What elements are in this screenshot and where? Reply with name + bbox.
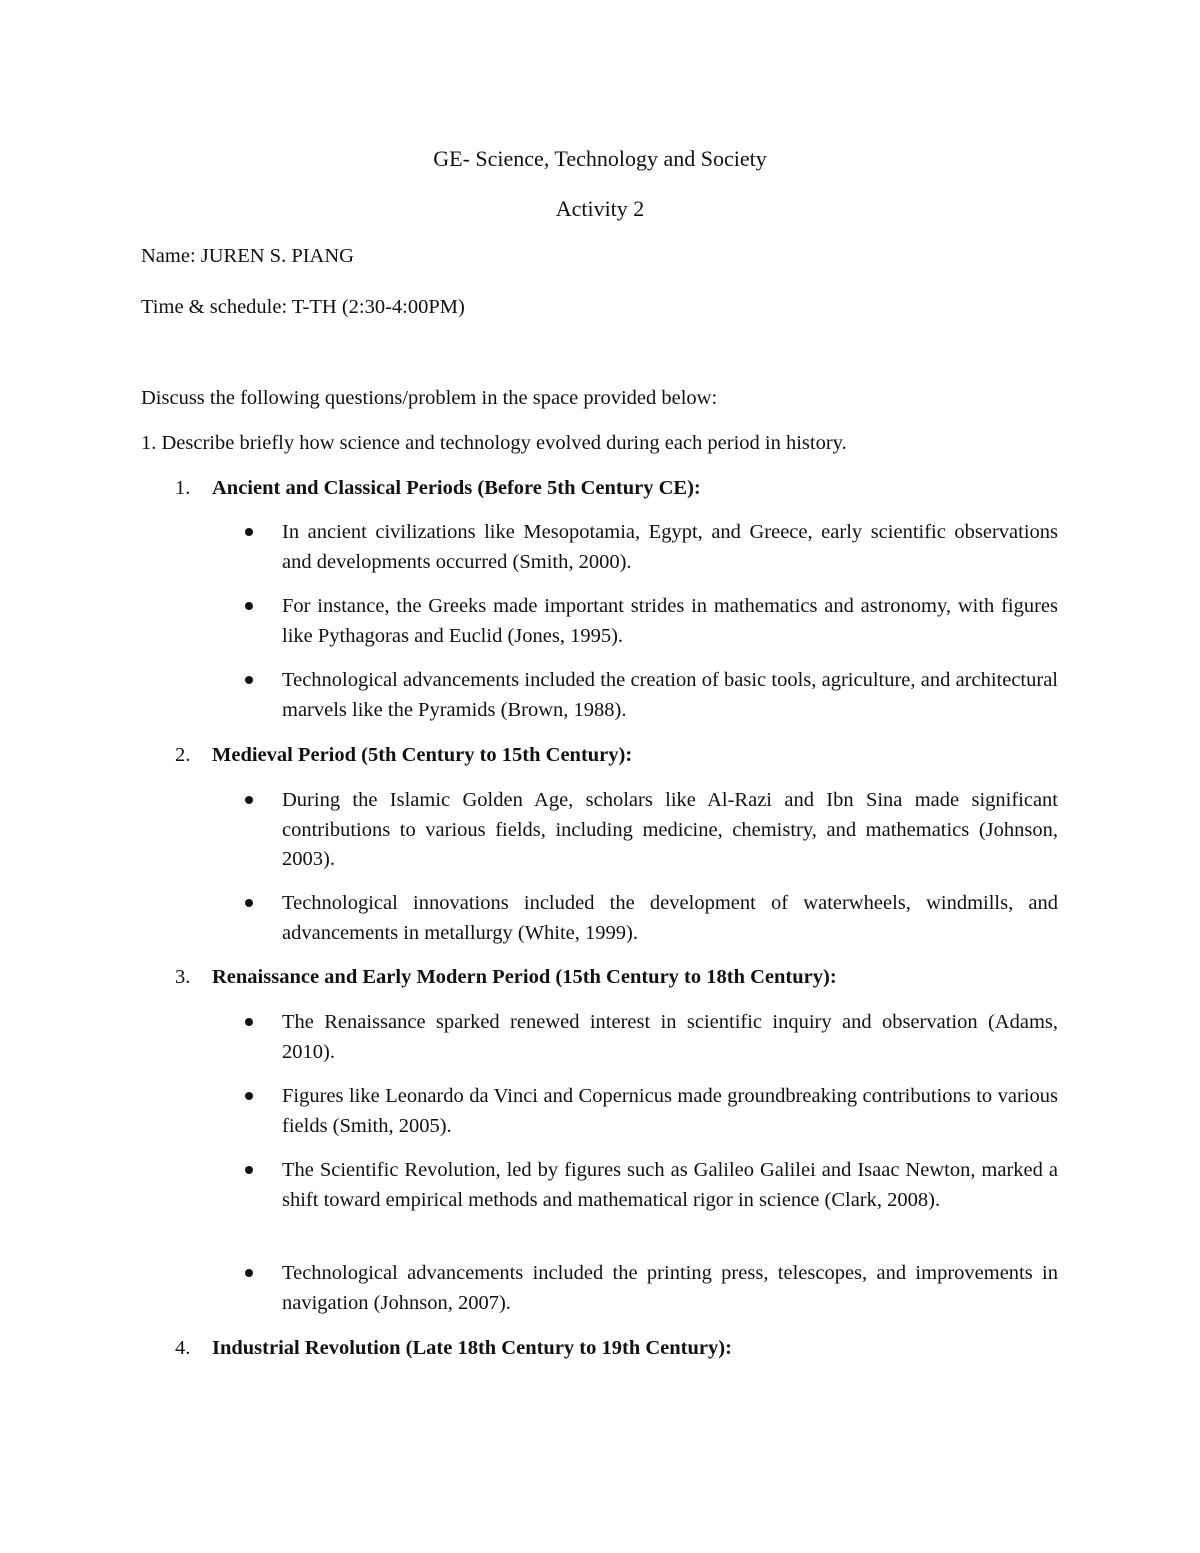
bullet-text: Technological innovations included the development of waterwheels, windmills, and advancements in metallurgy (White, 1999).	[282, 892, 1058, 944]
bullet-text: During the Islamic Golden Age, scholars like Al-Razi and Ibn Sina made significant contributions to various fields, including medicine, chemistry, and mathematics (Johnson, 2003).	[282, 789, 1058, 870]
student-name: Name: JUREN S. PIANG	[141, 245, 354, 267]
bullet-icon	[245, 796, 253, 804]
document-title: GE- Science, Technology and Society	[433, 146, 767, 171]
bullet-text: Figures like Leonardo da Vinci and Copernicus made groundbreaking contributions to various fields (Smith, 2005).	[282, 1085, 1058, 1137]
activity-title: Activity 2	[555, 196, 645, 221]
bullet-icon	[245, 1018, 253, 1026]
bullet-icon	[245, 676, 253, 684]
period-number: 2.	[175, 744, 191, 766]
period-heading: Ancient and Classical Periods (Before 5th Century CE):	[212, 477, 701, 499]
period-heading: Medieval Period (5th Century to 15th Century):	[212, 744, 633, 766]
bullet-text: The Renaissance sparked renewed interest in scientific inquiry and observation (Adams, 2010).	[282, 1011, 1058, 1063]
time-schedule: Time & schedule: T-TH (2:30-4:00PM)	[141, 296, 465, 318]
period-heading: Industrial Revolution (Late 18th Century to 19th Century):	[212, 1337, 732, 1359]
instructions-text: Discuss the following questions/problem in the space provided below:	[141, 387, 718, 409]
period-heading: Renaissance and Early Modern Period (15th Century to 18th Century):	[212, 966, 837, 988]
bullet-text: Technological advancements included the creation of basic tools, agriculture, and architectural marvels like the Pyramids (Brown, 1988).	[282, 669, 1058, 721]
question-text: 1. Describe briefly how science and technology evolved during each period in history.	[141, 432, 847, 454]
bullet-text: The Scientific Revolution, led by figures such as Galileo Galilei and Isaac Newton, marked a shift toward empirical methods and mathematical rigor in science (Clark, 2008).	[282, 1159, 1058, 1211]
bullet-icon	[245, 899, 253, 907]
period-number: 4.	[175, 1337, 191, 1359]
period-number: 1.	[175, 477, 191, 499]
bullet-text: Technological advancements included the printing press, telescopes, and improvements in navigation (Johnson, 2007).	[282, 1262, 1058, 1314]
bullet-icon	[245, 528, 253, 536]
bullet-icon	[245, 602, 253, 610]
period-number: 3.	[175, 966, 191, 988]
bullet-text: For instance, the Greeks made important strides in mathematics and astronomy, with figures like Pythagoras and Euclid (Jones, 1995).	[282, 595, 1058, 647]
bullet-icon	[245, 1092, 253, 1100]
bullet-icon	[245, 1269, 253, 1277]
bullet-icon	[245, 1166, 253, 1174]
bullet-text: In ancient civilizations like Mesopotamia, Egypt, and Greece, early scientific observations and developments occurred (Smith, 2000).	[282, 521, 1058, 573]
